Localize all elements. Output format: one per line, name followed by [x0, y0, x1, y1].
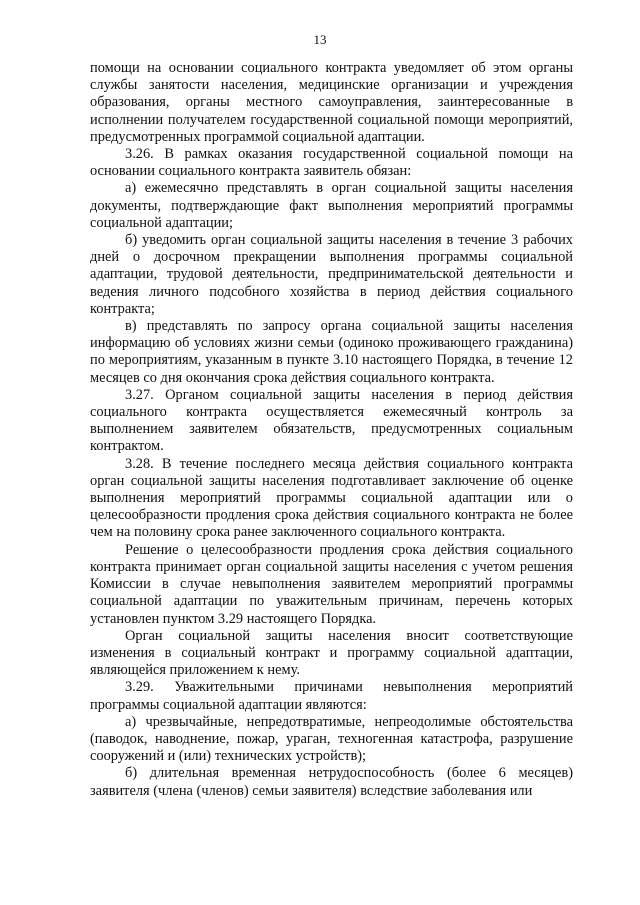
paragraph-3-26-v: в) представлять по запросу органа социальной защиты населения информацию об условиях жизни семьи (одиноко проживающего гражданина) по мероприятиям, указанным в пункте 3.10 настоящего Порядка, в течение 12 месяцев со дня окончания срока действия социального контракта.: [90, 318, 573, 386]
paragraph-3-29: 3.29. Уважительными причинами невыполнения мероприятий программы социальной адаптации являются:: [90, 679, 573, 713]
paragraph-3-28: 3.28. В течение последнего месяца действия социального контракта орган социальной защиты населения подготавливает заключение об оценке выполнения мероприятий программы социальной адаптации или о целесообразности продления срока действия социального контракта не более чем на половину срока ранее заключенного социального контракта.: [90, 455, 573, 541]
paragraph-continuation: помощи на основании социального контракта уведомляет об этом органы службы занятости населения, медицинские организации и учреждения образования, органы местного самоуправления, заинтересованные в исполнении получателем государственной социальной помощи мероприятий, предусмотренных программой социальной адаптации.: [90, 60, 573, 145]
paragraph-3-29-a: а) чрезвычайные, непредотвратимые, непреодолимые обстоятельства (паводок, наводнение, пожар, ураган, техногенная катастрофа, разрушение сооружений и (или) технических устройств);: [90, 713, 573, 765]
paragraph-3-26-b: б) уведомить орган социальной защиты населения в течение 3 рабочих дней о досрочном прекращении выполнения программы социальной адаптации, трудовой деятельности, предпринимательской деятельности и ведения личного подсобного хозяйства в период действия социального контракта;: [90, 232, 573, 317]
paragraph-decision: Решение о целесообразности продления срока действия социального контракта принимает орган социальной защиты населения с учетом решения Комиссии в случае невыполнения заявителем мероприятий программы социальной адаптации по уважительным причинам, перечень которых установлен пунктом 3.29 настоящего Порядка.: [90, 541, 573, 627]
paragraph-3-26-a: а) ежемесячно представлять в орган социальной защиты населения документы, подтверждающие факт выполнения мероприятий программы социальной адаптации;: [90, 180, 573, 231]
page-number: 13: [313, 32, 327, 47]
paragraph-changes: Орган социальной защиты населения вносит соответствующие изменения в социальный контракт и программу социальной адаптации, являющейся приложением к нему.: [90, 627, 573, 679]
paragraph-3-27: 3.27. Органом социальной защиты населения в период действия социального контракта осуществляется ежемесячный контроль за выполнением заявителем обязательств, предусмотренных социальным контрактом.: [90, 386, 573, 455]
document-body: [90, 60, 573, 800]
paragraph-3-29-b: б) длительная временная нетрудоспособность (более 6 месяцев) заявителя (члена (членов) семьи заявителя) вследствие заболевания или: [90, 765, 573, 799]
paragraph-3-26: 3.26. В рамках оказания государственной социальной помощи на основании социального контракта заявитель обязан:: [90, 146, 573, 180]
